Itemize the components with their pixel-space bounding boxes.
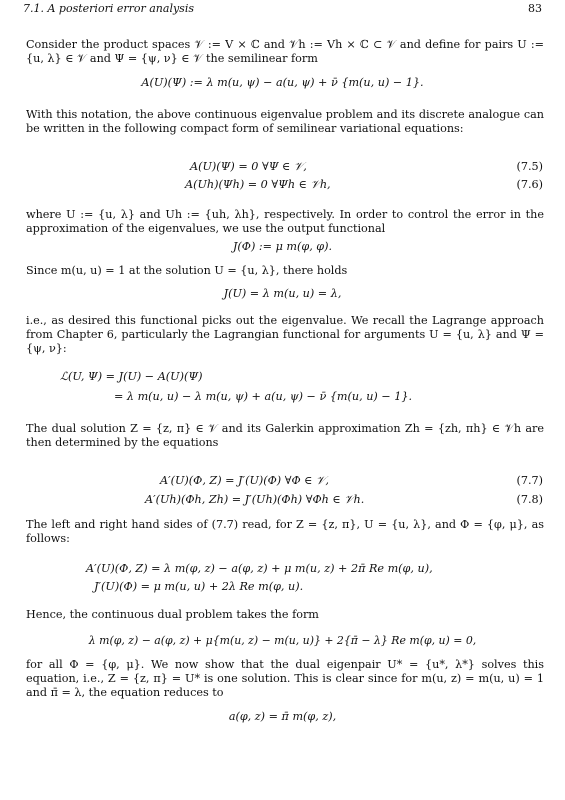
paragraph-continuous-dual: Hence, the continuous dual problem takes the form (26, 608, 319, 621)
running-header (23, 2, 542, 16)
equation-J-of-U: J(U) = λ m(u, u) = λ, (223, 287, 342, 300)
equation-7-5: A(U)(Ψ) = 0 ∀Ψ ∈ 𝒱, (190, 160, 307, 173)
section-title: 7.1. A posteriori error analysis (23, 2, 194, 15)
equation-J-prime: J′(U)(Φ) = μ m(u, u) + 2λ Re m(φ, u). (94, 580, 304, 593)
equation-number-7-7: (7.7) (516, 474, 543, 487)
equation-semilinear-form: A(U)(Ψ) := λ m(u, ψ) − a(u, ψ) + ν̄ {m(u, u) − 1}. (141, 76, 424, 89)
equation-dual-problem: λ m(φ, z) − a(φ, z) + μ{m(u, z) − m(u, u)} + 2{π̄ − λ} Re m(φ, u) = 0, (88, 634, 477, 647)
equation-number-7-6: (7.6) (516, 178, 543, 191)
paragraph-solution-holds: Since m(u, u) = 1 at the solution U = {u, λ}, there holds (26, 264, 348, 277)
equation-number-7-5: (7.5) (516, 160, 543, 173)
equation-7-8: A′(Uh)(Φh, Zh) = J′(Uh)(Φh) ∀Φh ∈ 𝒱h. (145, 493, 365, 506)
page-number: 83 (528, 2, 542, 15)
equation-number-7-8: (7.8) (516, 493, 543, 506)
equation-output-functional: J(Φ) := μ m(φ, φ). (232, 240, 333, 253)
paragraph-dual-eigenpair: for all Φ = {φ, μ}. We now show that the dual eigenpair U* = {u*, λ*} solves this equation, i.e., Z = {z, π} = U* is one solution. This is clear since for m(u, z) = m(u, u) = 1 and π̄ = λ, the equation reduces to (26, 658, 544, 699)
paragraph-left-right-sides: The left and right hand sides of (7.7) read, for Z = {z, π}, U = {u, λ}, and Φ = {φ, μ}, as follows: (26, 518, 544, 545)
equation-A-prime: A′(U)(Φ, Z) = λ m(φ, z) − a(φ, z) + μ m(u, z) + 2π̄ Re m(φ, u), (86, 562, 433, 575)
paragraph-notation: With this notation, the above continuous eigenvalue problem and its discrete analogue can be written in the following compact form of semilinear variational equations: (26, 108, 544, 135)
equation-7-6: A(Uh)(Ψh) = 0 ∀Ψh ∈ 𝒱h, (185, 178, 331, 191)
equation-7-7: A′(U)(Φ, Z) = J′(U)(Φ) ∀Φ ∈ 𝒱, (160, 474, 329, 487)
equation-lagrangian-line1: ℒ(U, Ψ) = J(U) − A(U)(Ψ) (60, 370, 203, 383)
equation-lagrangian-line2: = λ m(u, u) − λ m(u, ψ) + a(u, ψ) − ν̄ {m(u, u) − 1}. (114, 390, 413, 403)
equation-reduced: a(φ, z) = π̄ m(φ, z), (228, 710, 337, 723)
paragraph-output-functional: where U := {u, λ} and Uh := {uh, λh}, respectively. In order to control the error in the approximation of the eigenvalues, we use the output functional (26, 208, 544, 235)
paragraph-dual-solution: The dual solution Z = {z, π} ∈ 𝒱 and its Galerkin approximation Zh = {zh, πh} ∈ 𝒱h are then determined by the equations (26, 422, 544, 449)
paragraph-lagrange: i.e., as desired this functional picks out the eigenvalue. We recall the Lagrange approach from Chapter 6, particularly the Lagrangian functional for arguments U = {u, λ} and Ψ = {ψ, ν}: (26, 314, 544, 355)
paragraph-product-spaces: Consider the product spaces 𝒱 := V × ℂ and 𝒱h := Vh × ℂ ⊂ 𝒱 and define for pairs U := {u, λ} ∈ 𝒱 and Ψ = {ψ, ν} ∈ 𝒱 the semilinear form (26, 38, 544, 65)
